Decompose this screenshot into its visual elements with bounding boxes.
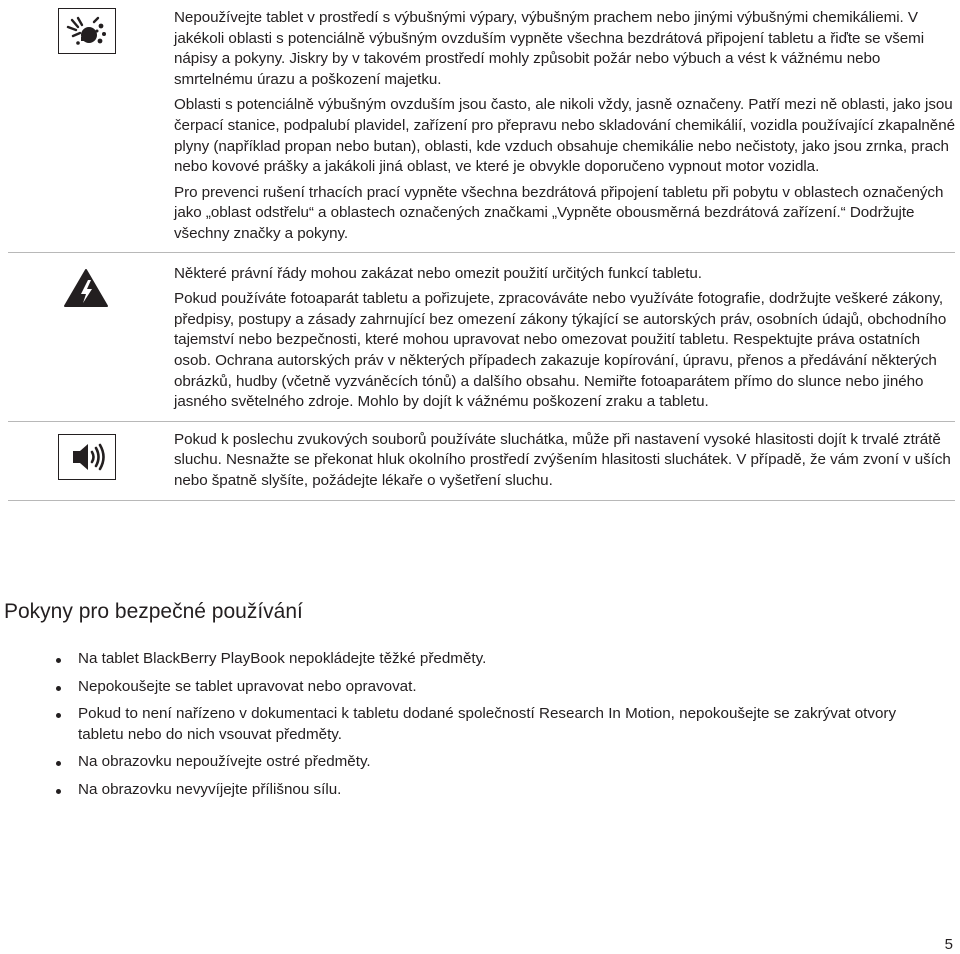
safety-warnings-table [8,0,955,501]
warning-paragraph: Některé právní řády mohou zakázat nebo omezit použití určitých funkcí tabletu. [174,264,702,282]
bullet-icon [56,761,61,766]
warning-paragraph: Pro prevenci rušení trhacích prací vypněte všechna bezdrátová připojení tabletu při pobytu v oblastech označených jako „oblast odstřelu“ a oblastech označených značkami „Vypněte obousměrná bezdrátová zařízení.“ Dodržujte všechny značky a pokyny. [174,183,944,242]
page-number: 5 [944,936,953,953]
warning-paragraph: Oblasti s potenciálně výbušným ovzduším jsou často, ale nikoli vždy, jasně označeny. Patří mezi ně oblasti, jako jsou čerpací stanice, podpalubí plavidel, zařízení pro přepravu nebo skladování chemikálií, vozidla používající zkapalněné plyny (například propan nebo butan), oblasti, kde vzduch obsahuje chemikálie nebo nečistoty, jako jsou zrnka, prach nebo kovové prášky a jakákoli jiná oblast, ve které je obvykle doporučeno vypnout motor vozidla. [174,96,955,176]
list-item: Na tablet BlackBerry PlayBook nepokládejte těžké předměty. [52,649,932,670]
warning-paragraph: Pokud k poslechu zvukových souborů používáte sluchátka, může při nastavení vysoké hlasitosti dojít k trvalé ztrátě sluchu. Nesnažte se překonat hluk okolního prostředí zvýšením hlasitosti sluchátek. V případě, že vám zvoní v uších nebo špatně slyšíte, požádejte lékaře o vyšetření sluchu. [174,430,951,489]
warning-row-hearing [8,421,955,501]
explosion-icon [58,8,116,54]
list-item: Na obrazovku nepoužívejte ostré předměty. [52,752,932,773]
loud-sound-icon [58,434,116,480]
warning-row-explosive [8,0,955,252]
safety-guidelines-list [52,649,932,808]
bullet-icon [56,789,61,794]
list-item: Na obrazovku nevyvíjejte přílišnou sílu. [52,780,932,801]
warning-paragraph: Pokud používáte fotoaparát tabletu a pořizujete, zpracováváte nebo využíváte fotografie, dodržujte veškeré zákony, předpisy, postupy a zásady zahrnující bez omezení zákony týkající se autorských práv, osobních údajů, obchodního tajemství nebo bezpečnosti, které mohou upravovat nebo omezovat použití tabletu. Respektujte práva ostatních osob. Ochrana autorských práv v některých případech zakazuje kopírování, úpravu, přenos a předávání některých obrázků, hudby (včetně vyzváněcích tónů) a dalšího obsahu. Nemiřte fotoaparátem přímo do slunce nebo jiného jasného světelného zdroje. Mohlo by dojít k vážnému poškození zraku a tabletu. [174,290,947,411]
bullet-icon [56,686,61,691]
bullet-icon [56,658,61,663]
warning-paragraph: Nepoužívejte tablet v prostředí s výbušnými výpary, výbušným prachem nebo jinými výbušnými chemikáliemi. V jakékoli oblasti s potenciálně výbušným ovzduším vypněte všechna bezdrátová připojení tabletu a řiďte se všemi nápisy a pokyny. Jiskry by v takovém prostředí mohly způsobit požár nebo výbuch a vést k vážnému nebo smrtelnému úrazu a poškození majetku. [174,9,925,88]
list-item: Pokud to není nařízeno v dokumentaci k tabletu dodané společností Research In Motion, nepokoušejte se zakrývat otvory tabletu nebo do nich vsouvat předměty. [52,704,932,745]
high-voltage-warning-icon [58,266,114,310]
list-item: Nepokoušejte se tablet upravovat nebo opravovat. [52,677,932,698]
bullet-icon [56,713,61,718]
warning-row-legal-camera [8,252,955,421]
section-heading: Pokyny pro bezpečné používání [4,600,303,623]
